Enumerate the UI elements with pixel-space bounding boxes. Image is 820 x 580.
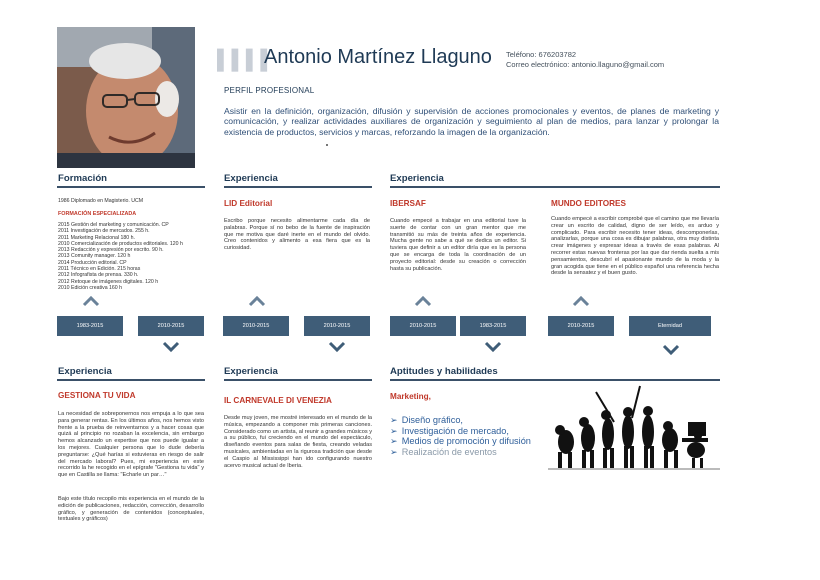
exp2-text-b: Cuando empecé a escribir comprobé que el camino que me llevaría crear un escrito de calidad, digno de ser leído, es arduo y complicado. Para escribir necesito tener ideas, descomponerlas, analizarlas, porque una cosa es dibujar palabras, otra muy distinta crear imágenes y expresar ideas a través de esas palabras. Al recorrer estas nuevas fronteras por las que dar rienda suelta a mis pensamientos, descubrí el apasionante mundo de la moda y la gran acogida que tiene en el público español una referencia hecha desde la sensatez y el buen gusto. [551, 216, 719, 277]
exp2-title: Experiencia [390, 173, 444, 184]
timeline-pill: 2010-2015 [548, 316, 614, 336]
full-name: Antonio Martínez Llaguno [264, 46, 492, 68]
formacion-rule [57, 186, 205, 188]
chevron-down-icon [662, 344, 680, 356]
arrow-bullet-icon: ➢ [390, 436, 398, 447]
skill-item: ➢ Realización de eventos [390, 446, 497, 457]
formacion-item: 2010 Comercialización de productos editoriales. 120 h [58, 240, 183, 247]
formacion-title: Formación [58, 173, 108, 184]
chevron-up-icon [572, 295, 590, 307]
formacion-item: 2013 Redacción y expresión por escrito. 90 h. [58, 247, 164, 254]
formacion-item: 2011 Técnico en Edición. 215 horas [58, 266, 141, 273]
skill-item: ➢ Investigación de mercado, [390, 425, 509, 436]
exp3-rule [57, 379, 205, 381]
timeline-pill: 2010-2015 [223, 316, 289, 336]
dot-divider [326, 144, 328, 146]
chevron-up-icon [82, 295, 100, 307]
exp2-text-a: Cuando empecé a trabajar en una editorial tuve la suerte de contar con un gran mentor que me transmitió su más de treinta años de experiencia. Mucha gente no sabe a qué se dedica un editor. Si tuviera que definir a un editor diría que es la persona que se encarga de toda la coordinación de un proyecto editorial: desde su creación o corrección hasta su publicación. [390, 218, 526, 272]
exp1-text: Escribo porque necesito alimentarme cada día de palabras. Porque sí no bebo de la fuente de inspiración que me motiva que daré inerte en el mundo del olvido. Creo contenidos y alimento a esa fiera que es la curiosidad. [224, 218, 370, 252]
exp4-text: Desde muy joven, me mostré interesado en el mundo de la música, empezando a componer mis primeras canciones. Considerado como un artista, al reunir a grandes músicos y a su público, fui creciendo en el mundo del espectáculo, diseñando eventos para salas de fiesta, creando veladas musicales, ambientadas en la rigurosa tradición que desde el Caspio al Mississippi han ido configurando nuestro acervo musical actual de Iberia. [224, 415, 372, 469]
skills-list [390, 415, 531, 457]
exp4-rule [224, 379, 372, 381]
skills-rule [390, 379, 720, 381]
timeline-pill: Eternidad [629, 316, 711, 336]
profile-label: PERFIL PROFESIONAL [224, 86, 315, 95]
exp1-title: Experiencia [224, 173, 278, 184]
profile-text: Asistir en la definición, organización, difusión y supervisión de acciones promocionales y eventos, de planes de marketing y comunicación, y realizar actividades auxiliares de organización y seguimiento al plan de medios, para lanzar y prolongar la existencia de productos, servicios y marcas, reforzando la imagen de la organización. [224, 106, 719, 137]
skill-item: ➢ Diseño gráfico, [390, 415, 463, 425]
exp3-text-a: La necesidad de sobreponernos nos empuja a lo que sea para generar rentas. En los últimos años, nos hemos visto frente a la prueba de reinventarnos y a hacer cosas que quizá al principio no rozaban la excelencia, sin embargo hemos alcanzado un expertise que nos puede igualar a los mejores. Cualquier persona que lo dude debería preguntarse: ¿Qué harías si estuvieras en riesgo de salir del mercado laboral? Pues, mi experiencia en este recorrido la he recogido en el epígrafe "Gestiona tu vida" y que en Castilla se llama: "Echarle un par…" [58, 411, 204, 479]
degree-text: 1986 Diplomado en Magisterio. UCM [58, 198, 144, 204]
exp1-company: LID Editorial [224, 199, 273, 208]
arrow-bullet-icon: ➢ [390, 446, 398, 457]
formacion-list [58, 222, 183, 291]
chevron-down-icon [484, 341, 502, 353]
chevron-up-icon [248, 295, 266, 307]
formacion-item: 2015 Gestión del marketing y comunicación. CP [58, 222, 169, 228]
formacion-item: 2012 Infografista de prensa. 330 h. [58, 272, 139, 279]
chevron-up-icon [414, 295, 432, 307]
exp1-rule [224, 186, 372, 188]
timeline-pill: 1983-2015 [57, 316, 123, 336]
arrow-bullet-icon: ➢ [390, 415, 398, 425]
timeline-pill: 2010-2015 [390, 316, 456, 336]
arrow-bullet-icon: ➢ [390, 425, 398, 436]
profile-photo [57, 27, 195, 168]
exp2-company-a: IBERSAF [390, 199, 426, 208]
formacion-item: 2012 Retoque de imágenes digitales. 120 h [58, 278, 159, 285]
exp2-rule [390, 186, 720, 188]
chevron-down-icon [162, 341, 180, 353]
exp4-title: Experiencia [224, 366, 278, 377]
spec-label: FORMACIÓN ESPECIALIZADA [58, 211, 137, 217]
formacion-item: 2014 Producción editorial. CP [58, 259, 127, 266]
exp3-company: GESTIONA TU VIDA [58, 391, 136, 400]
skills-title: Aptitudes y habilidades [390, 366, 498, 377]
exp3-title: Experiencia [58, 366, 112, 377]
exp3-text-b: Bajo este título recopilo mis experiencia en el mundo de la edición de publicaciones, redacción, corrección, desarrollo gráfico, y generación de contenidos (conceptuales, textuales y gráficos) [58, 496, 204, 523]
chevron-down-icon [328, 341, 346, 353]
exp4-company: IL CARNEVALE DI VENEZIA [224, 396, 332, 405]
skill-item: ➢ Medios de promoción y difusión [390, 436, 531, 447]
name-decoration: ▌▌▌▌ [217, 50, 275, 71]
email-text: Correo electrónico: antonio.llaguno@gmail.com [506, 60, 665, 69]
evolution-illustration [548, 382, 720, 478]
timeline-pill: 2010-2015 [304, 316, 370, 336]
skills-heading: Marketing, [390, 392, 431, 401]
formacion-item: 2010 Edición creativa 160 h [58, 284, 123, 291]
phone-text: Teléfono: 676203782 [506, 50, 577, 59]
timeline-pill: 1983-2015 [460, 316, 526, 336]
formacion-item: 2011 Investigación de mercados. 255 h. [58, 228, 150, 235]
exp2-company-b: MUNDO EDITORES [551, 199, 626, 208]
formacion-item: 2011 Marketing Relacional 180 h. [58, 234, 135, 241]
formacion-item: 2013 Comunity manager. 120 h [58, 253, 131, 260]
timeline-pill: 2010-2015 [138, 316, 204, 336]
